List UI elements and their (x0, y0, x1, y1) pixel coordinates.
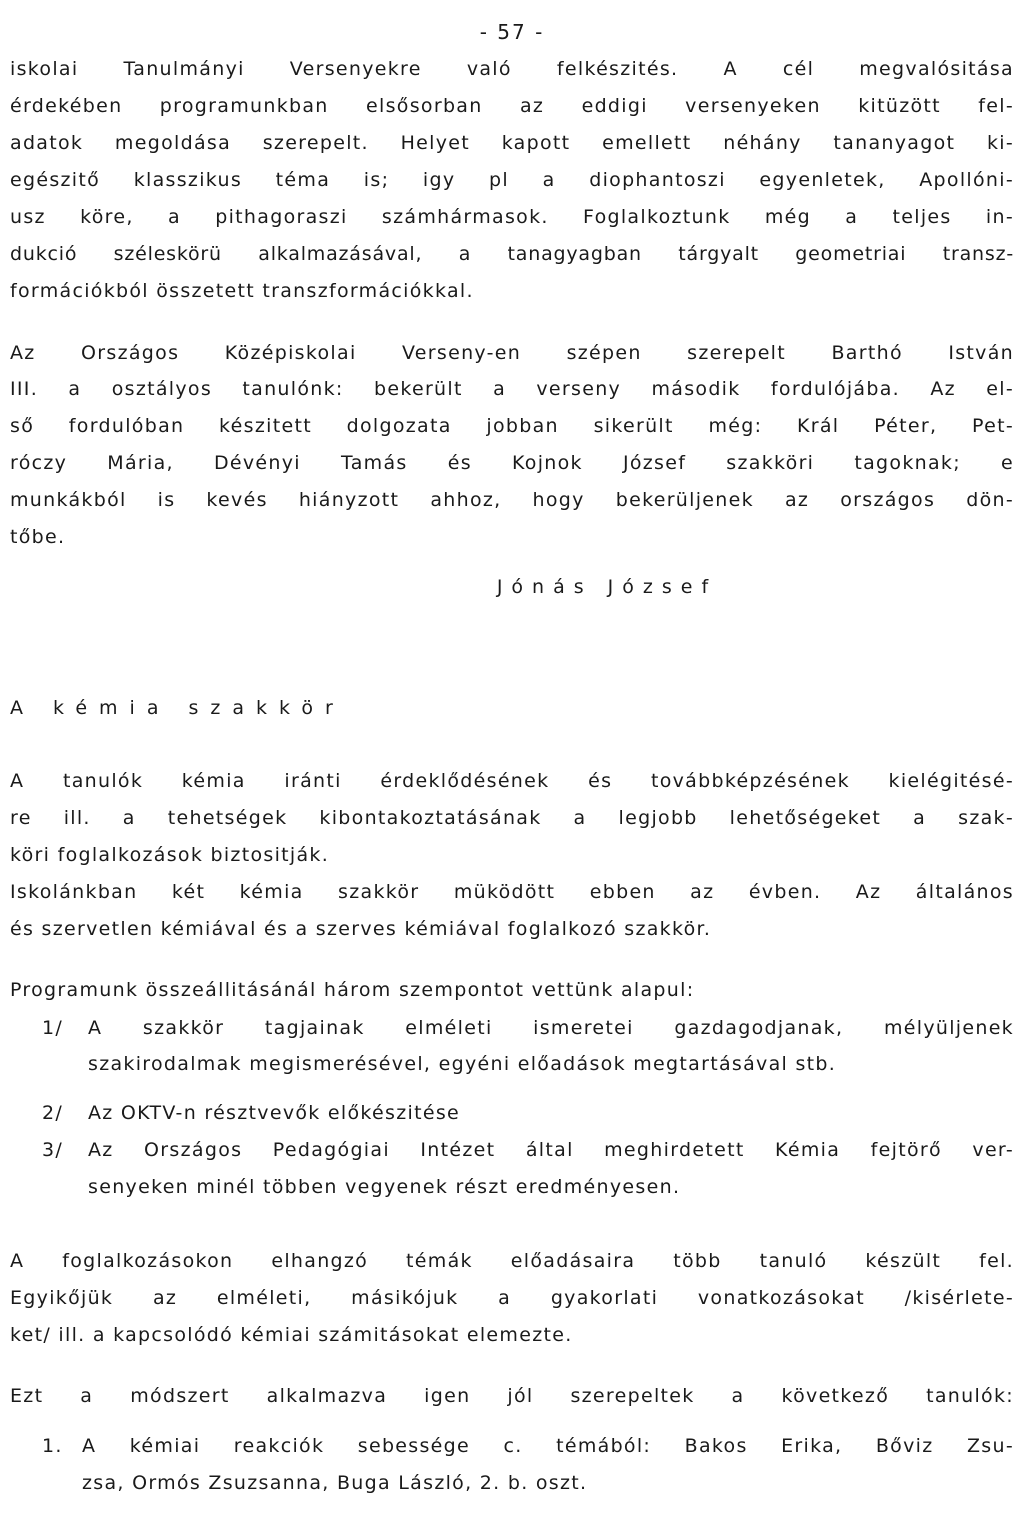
text-line: III. a osztályos tanulónk: bekerült a verseny második fordulójába. Az el- (10, 378, 1014, 400)
text-line: A tanulók kémia iránti érdeklődésének és továbbképzésének kielégitésé- (10, 770, 1014, 792)
text-line: A foglalkozásokon elhangzó témák előadásaira több tanuló készült fel. (10, 1250, 1014, 1272)
text-line: formációkból összetett transzformációkkal. (10, 280, 474, 302)
section-heading: A kémia szakkör (10, 697, 345, 719)
text-line: iskolai Tanulmányi Versenyekre való felkészités. A cél megvalósitása (10, 58, 1014, 80)
text-line: ső fordulóban készitett dolgozata jobban sikerült még: Král Péter, Pet- (10, 415, 1014, 437)
text-line: Egyikőjük az elméleti, másikójuk a gyakorlati vonatkozásokat /kisérlete- (10, 1287, 1014, 1309)
text-line: Iskolánkban két kémia szakkör müködött ebben az évben. Az általános (10, 881, 1014, 903)
text-line: érdekében programunkban elsősorban az eddigi versenyeken kitüzött fel- (10, 95, 1014, 117)
list-item-line: szakirodalmak megismerésével, egyéni előadások megtartásával stb. (88, 1053, 837, 1075)
page-number: - 57 - (479, 20, 545, 44)
list-number: 2/ (42, 1102, 64, 1124)
list-item-line: Az OKTV-n résztvevők előkészitése (88, 1102, 461, 1124)
text-line: ket/ ill. a kapcsolódó kémiai számitásokat elemezte. (10, 1324, 573, 1346)
text-line: usz köre, a pithagoraszi számhármasok. Foglalkoztunk még a teljes in- (10, 206, 1014, 228)
list-item-line: A szakkör tagjainak elméleti ismeretei gazdagodjanak, mélyüljenek (88, 1017, 1014, 1039)
list-item-line: senyeken minél többen vegyenek részt eredményesen. (88, 1176, 681, 1198)
text-line: munkákból is kevés hiányzott ahhoz, hogy bekerüljenek az országos dön- (10, 489, 1014, 511)
item-line: A kémiai reakciók sebessége c. témából: Bakos Erika, Bőviz Zsu- (82, 1435, 1014, 1457)
text-line: tőbe. (10, 526, 66, 548)
paragraph-4-intro: Programunk összeállitásánál három szempontot vettünk alapul: (10, 979, 695, 1001)
text-line: róczy Mária, Dévényi Tamás és Kojnok József szakköri tagoknak; e (10, 452, 1014, 474)
item-line: zsa, Ormós Zsuzsanna, Buga László, 2. b. oszt. (82, 1472, 588, 1494)
text-line: és szervetlen kémiával és a szerves kémiával foglalkozó szakkör. (10, 918, 712, 940)
paragraph-6: Ezt a módszert alkalmazva igen jól szerepeltek a következő tanulók: (10, 1385, 1014, 1407)
list-number: 1/ (42, 1017, 64, 1039)
text-line: re ill. a tehetségek kibontakoztatásának a legjobb lehetőségeket a szak- (10, 807, 1014, 829)
list-number: 3/ (42, 1139, 64, 1161)
text-line: dukció széleskörü alkalmazásával, a tanagyagban tárgyalt geometriai transz- (10, 243, 1014, 265)
list-item-line: Az Országos Pedagógiai Intézet által meghirdetett Kémia fejtörő ver- (88, 1139, 1014, 1161)
item-number-label: 1. (42, 1435, 63, 1457)
text-line: köri foglalkozások biztositják. (10, 844, 330, 866)
text-line: Az Országos Középiskolai Verseny-en szépen szerepelt Barthó István (10, 342, 1014, 364)
signature: Jónás József (496, 576, 718, 598)
text-line: egészitő klasszikus téma is; igy pl a diophantoszi egyenletek, Apollóni- (10, 169, 1014, 191)
text-line: adatok megoldása szerepelt. Helyet kapott emellett néhány tananyagot ki- (10, 132, 1014, 154)
